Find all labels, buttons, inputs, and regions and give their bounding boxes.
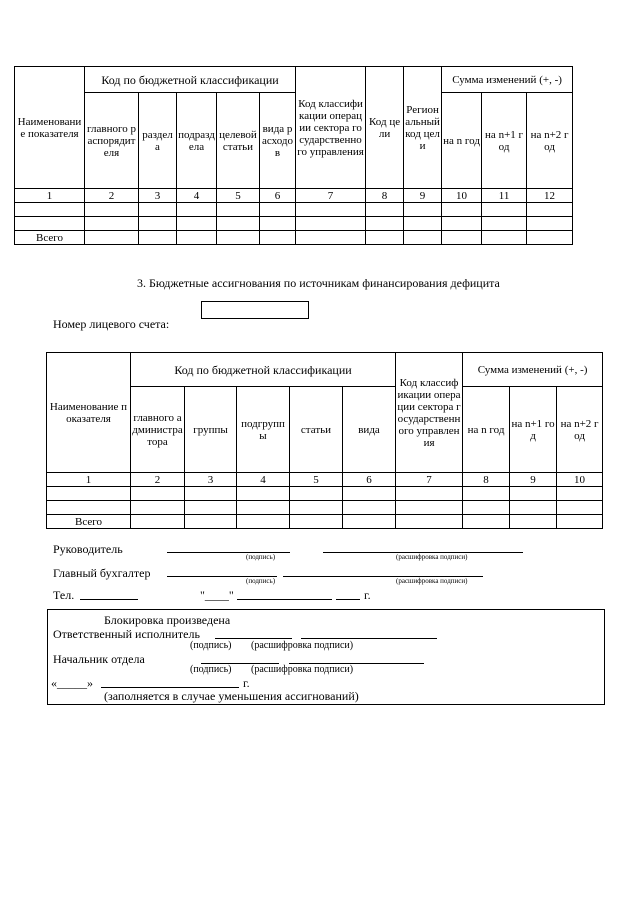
subcol-group: группы xyxy=(185,387,237,473)
budget-code-header: Код по бюджетной классификации xyxy=(85,67,296,93)
blocking-title: Блокировка произведена xyxy=(104,613,231,627)
target-code-header: Код цели xyxy=(366,67,404,189)
subcol-year-n2: на n+2 год xyxy=(527,93,573,189)
number-row xyxy=(47,473,603,487)
table-row[interactable] xyxy=(15,203,573,217)
col-number: 9 xyxy=(510,473,557,487)
subcol-subgroup: подгруппы xyxy=(237,387,290,473)
head-of-dept-label: Начальник отдела xyxy=(53,652,145,666)
decode-hint: (расшифровка подписи) xyxy=(251,664,354,675)
responsible-signature-line[interactable] xyxy=(215,638,292,639)
phone-field[interactable] xyxy=(80,599,138,600)
date-year-field[interactable] xyxy=(336,599,360,600)
decode-hint: (расшифровка подписи) xyxy=(251,640,354,651)
col-number: 8 xyxy=(366,189,404,203)
col-number: 10 xyxy=(442,189,482,203)
col-number: 4 xyxy=(177,189,217,203)
account-number-field[interactable] xyxy=(201,301,309,319)
responsible-decode-line[interactable] xyxy=(301,638,437,639)
col-name-header: Наименование показателя xyxy=(47,353,131,473)
subcol-expense-type: вида расходов xyxy=(260,93,296,189)
block-year-suffix: г. xyxy=(243,676,250,690)
subcol-article: статьи xyxy=(290,387,343,473)
sign-hint: (подпись) xyxy=(246,553,276,561)
col-number: 11 xyxy=(482,189,527,203)
col-number: 7 xyxy=(396,473,463,487)
operation-code-header: Код классификации операции сектора государственного управления xyxy=(396,353,463,473)
block-date-day: «_____» xyxy=(51,676,93,690)
expense-table xyxy=(14,66,573,245)
subcol-year-n1: на n+1 год xyxy=(510,387,557,473)
col-number: 5 xyxy=(290,473,343,487)
block-date-field[interactable] xyxy=(101,687,239,688)
sum-header: Сумма изменений (+, -) xyxy=(442,67,573,93)
col-number: 3 xyxy=(185,473,237,487)
phone-label: Тел. xyxy=(53,588,75,602)
sign-hint: (подпись) xyxy=(246,577,276,585)
col-number: 10 xyxy=(557,473,603,487)
subcol-section: раздела xyxy=(139,93,177,189)
responsible-label: Ответственный исполнитель xyxy=(53,627,200,641)
table-row[interactable] xyxy=(47,487,603,501)
subcol-target-article: целевой статьи xyxy=(217,93,260,189)
subcol-subsection: подраздела xyxy=(177,93,217,189)
col-number: 4 xyxy=(237,473,290,487)
subcol-main-manager: главного распорядителя xyxy=(85,93,139,189)
decode-hint: (расшифровка подписи) xyxy=(396,553,468,561)
account-label: Номер лицевого счета: xyxy=(53,317,170,331)
regional-code-header: Региональный код цели xyxy=(404,67,442,189)
sign-hint: (подпись) xyxy=(190,640,232,651)
col-number: 1 xyxy=(47,473,131,487)
subcol-year-n1: на n+1 год xyxy=(482,93,527,189)
number-row xyxy=(15,189,573,203)
total-row[interactable] xyxy=(15,231,573,245)
total-label: Всего xyxy=(15,231,85,245)
col-number: 6 xyxy=(343,473,396,487)
total-row[interactable] xyxy=(47,515,603,529)
subcol-main-admin: главного администратора xyxy=(131,387,185,473)
date-day: "____" xyxy=(200,588,234,602)
budget-code-header: Код по бюджетной классификации xyxy=(131,353,396,387)
subcol-year-n: на n год xyxy=(463,387,510,473)
col-number: 3 xyxy=(139,189,177,203)
col-number: 6 xyxy=(260,189,296,203)
col-number: 9 xyxy=(404,189,442,203)
sign-hint: (подпись) xyxy=(190,664,232,675)
table-row[interactable] xyxy=(47,501,603,515)
table-row[interactable] xyxy=(15,217,573,231)
year-suffix: г. xyxy=(364,588,371,602)
col-number: 7 xyxy=(296,189,366,203)
operation-code-header: Код классификации операции сектора государственного управления xyxy=(296,67,366,189)
col-number: 2 xyxy=(85,189,139,203)
col-number: 5 xyxy=(217,189,260,203)
decode-hint: (расшифровка подписи) xyxy=(396,577,468,585)
subcol-year-n2: на n+2 год xyxy=(557,387,603,473)
subcol-year-n: на n год xyxy=(442,93,482,189)
head-label: Руководитель xyxy=(53,542,123,556)
sum-header: Сумма изменений (+, -) xyxy=(463,353,603,387)
col-number: 1 xyxy=(15,189,85,203)
chief-accountant-label: Главный бухгалтер xyxy=(53,566,151,580)
date-month-field[interactable] xyxy=(237,599,332,600)
deficit-sources-table xyxy=(46,352,603,529)
col-number: 12 xyxy=(527,189,573,203)
block-note: (заполняется в случае уменьшения ассигнований) xyxy=(104,689,359,703)
col-name-header: Наименование показателя xyxy=(15,67,85,189)
total-label: Всего xyxy=(47,515,131,529)
subcol-kind: вида xyxy=(343,387,396,473)
section3-title: 3. Бюджетные ассигнования по источникам финансирования дефицита xyxy=(137,276,500,290)
col-number: 2 xyxy=(131,473,185,487)
col-number: 8 xyxy=(463,473,510,487)
